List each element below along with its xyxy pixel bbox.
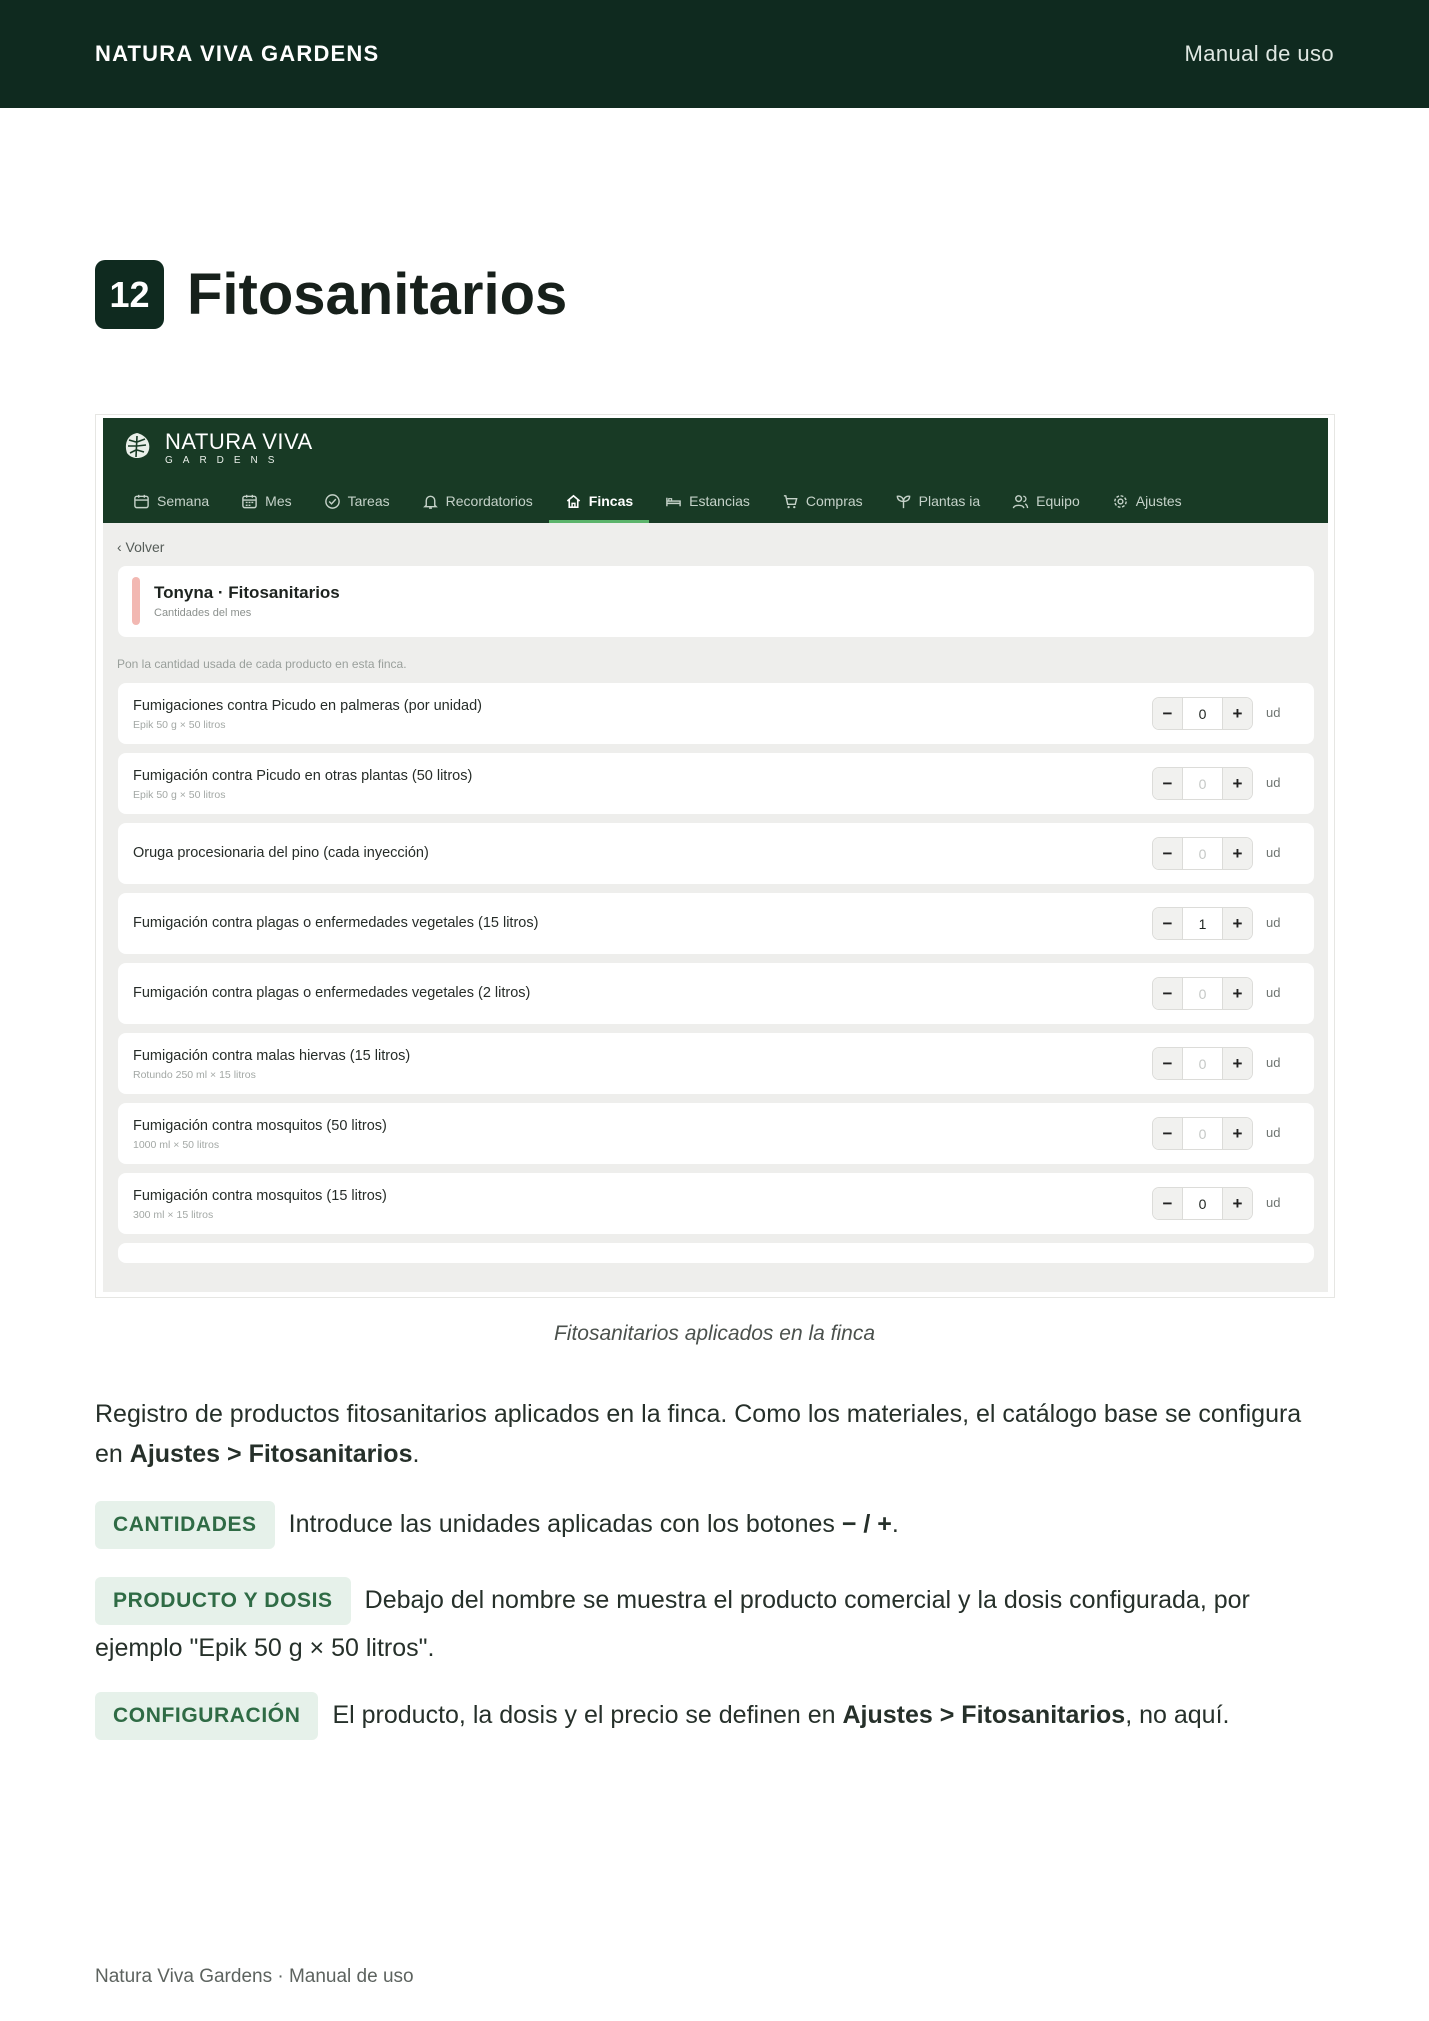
section-heading	[95, 260, 567, 329]
item-end: , no aquí.	[1125, 1701, 1230, 1729]
intro-text: Registro de productos fitosanitarios aplicados en la finca. Como los materiales, el catálogo base se configura en	[95, 1400, 1302, 1468]
quantity-stepper	[1152, 1117, 1253, 1150]
nav-item-fincas[interactable]	[549, 482, 649, 523]
quantity-input[interactable]: 0	[1182, 978, 1223, 1009]
increment-button[interactable]: +	[1223, 978, 1252, 1009]
bell-icon	[422, 493, 439, 510]
app-header	[103, 418, 1328, 523]
nav-label-mes: Mes	[265, 493, 292, 509]
app-nav	[117, 482, 1198, 523]
brand-name: NATURA VIVA GARDENS	[95, 41, 380, 66]
product-name: Fumigaciones contra Picudo en palmeras (por unidad)	[133, 698, 482, 714]
nav-label-estancias: Estancias	[689, 493, 750, 509]
increment-button[interactable]: +	[1223, 1048, 1252, 1079]
gear-icon	[1112, 493, 1129, 510]
doc-label: Manual de uso	[1184, 41, 1334, 66]
product-dose: Epik 50 g × 50 litros	[133, 719, 226, 731]
quantity-stepper	[1152, 977, 1253, 1010]
leaf-logo-icon	[121, 430, 153, 467]
decrement-button[interactable]: −	[1153, 838, 1182, 869]
quantity-input[interactable]: 0	[1182, 1048, 1223, 1079]
item-producto-dosis	[95, 1577, 1335, 1671]
quantity-input[interactable]: 1	[1182, 908, 1223, 939]
quantity-input[interactable]: 0	[1182, 838, 1223, 869]
card-title: Tonyna · Fitosanitarios	[154, 583, 340, 602]
increment-button[interactable]: +	[1223, 838, 1252, 869]
tag-cantidades: CANTIDADES	[95, 1501, 275, 1549]
product-dose: Epik 50 g × 50 litros	[133, 789, 226, 801]
finca-header-card	[118, 566, 1314, 637]
quantity-stepper	[1152, 837, 1253, 870]
nav-item-recordatorios[interactable]	[406, 482, 549, 523]
nav-item-ajustes[interactable]	[1096, 482, 1198, 523]
instruction-hint: Pon la cantidad usada de cada producto en esta finca.	[117, 657, 407, 671]
sprout-icon	[895, 493, 912, 510]
item-cantidades	[95, 1501, 1335, 1549]
unit-label: ud	[1266, 985, 1281, 1000]
product-row	[118, 823, 1314, 884]
app-screenshot	[95, 414, 1335, 1298]
decrement-button[interactable]: −	[1153, 1048, 1182, 1079]
product-row	[118, 1173, 1314, 1234]
nav-item-tareas[interactable]	[308, 482, 406, 523]
product-row	[118, 893, 1314, 954]
decrement-button[interactable]: −	[1153, 908, 1182, 939]
unit-label: ud	[1266, 775, 1281, 790]
section-number: 12	[95, 260, 164, 329]
product-row	[118, 683, 1314, 744]
cart-icon	[782, 493, 799, 510]
nav-label-compras: Compras	[805, 493, 863, 509]
section-title: Fitosanitarios	[187, 262, 568, 327]
app-window	[103, 418, 1328, 1292]
product-row	[118, 753, 1314, 814]
increment-button[interactable]: +	[1223, 698, 1252, 729]
unit-label: ud	[1266, 1055, 1281, 1070]
product-name: Oruga procesionaria del pino (cada inyección)	[133, 845, 429, 861]
product-name: Fumigación contra Picudo en otras plantas (50 litros)	[133, 768, 473, 784]
increment-button[interactable]: +	[1223, 1188, 1252, 1219]
product-row-partial	[118, 1243, 1314, 1263]
nav-item-plantas-ia[interactable]	[879, 482, 996, 523]
product-name: Fumigación contra malas hiervas (15 litros)	[133, 1048, 411, 1064]
increment-button[interactable]: +	[1223, 1118, 1252, 1149]
unit-label: ud	[1266, 1125, 1281, 1140]
product-name: Fumigación contra mosquitos (50 litros)	[133, 1118, 387, 1134]
nav-item-equipo[interactable]	[996, 482, 1096, 523]
product-row	[118, 1103, 1314, 1164]
item-end: .	[891, 1510, 899, 1538]
quantity-stepper	[1152, 1187, 1253, 1220]
intro-paragraph	[95, 1394, 1335, 1474]
unit-label: ud	[1266, 845, 1281, 860]
logo-main-text: NATURA VIVA	[165, 428, 313, 454]
bed-icon	[665, 493, 682, 510]
unit-label: ud	[1266, 1195, 1281, 1210]
finca-color-accent	[132, 577, 140, 625]
quantity-input[interactable]: 0	[1182, 1188, 1223, 1219]
product-name: Fumigación contra plagas o enfermedades vegetales (2 litros)	[133, 985, 531, 1001]
quantity-input[interactable]: 0	[1182, 698, 1223, 729]
users-icon	[1012, 493, 1029, 510]
quantity-stepper	[1152, 697, 1253, 730]
logo-sub-text: GARDENS	[165, 454, 285, 466]
item-configuracion	[95, 1692, 1335, 1740]
quantity-stepper	[1152, 1047, 1253, 1080]
nav-item-mes[interactable]	[225, 482, 307, 523]
item-bold: Ajustes > Fitosanitarios	[842, 1701, 1126, 1729]
product-dose: 1000 ml × 50 litros	[133, 1139, 220, 1151]
calendar-icon	[133, 493, 150, 510]
nav-label-plantas-ia: Plantas ia	[918, 493, 981, 509]
decrement-button[interactable]: −	[1153, 978, 1182, 1009]
nav-label-ajustes: Ajustes	[1135, 493, 1182, 509]
product-row	[118, 963, 1314, 1024]
product-name: Fumigación contra mosquitos (15 litros)	[133, 1188, 387, 1204]
nav-label-equipo: Equipo	[1036, 493, 1080, 509]
quantity-stepper	[1152, 767, 1253, 800]
nav-label-fincas: Fincas	[588, 493, 634, 509]
nav-label-semana: Semana	[157, 493, 210, 509]
back-link[interactable]: ‹ Volver	[117, 539, 165, 555]
quantity-input[interactable]: 0	[1182, 768, 1223, 799]
top-bar	[0, 0, 1429, 108]
decrement-button[interactable]: −	[1153, 1118, 1182, 1149]
figure-caption: Fitosanitarios aplicados en la finca	[553, 1322, 875, 1345]
nav-item-compras[interactable]	[766, 482, 879, 523]
tag-configuracion: CONFIGURACIÓN	[95, 1692, 318, 1740]
increment-button[interactable]: +	[1223, 908, 1252, 939]
nav-label-tareas: Tareas	[347, 493, 390, 509]
product-dose: 300 ml × 15 litros	[133, 1209, 214, 1221]
product-dose: Rotundo 250 ml × 15 litros	[133, 1069, 256, 1081]
item-bold: − / +	[841, 1510, 892, 1538]
intro-end: .	[412, 1440, 420, 1468]
quantity-input[interactable]: 0	[1182, 1118, 1223, 1149]
unit-label: ud	[1266, 915, 1281, 930]
calendar-grid-icon	[241, 493, 258, 510]
page-footer: Natura Viva Gardens · Manual de uso	[95, 1966, 414, 1987]
decrement-button[interactable]: −	[1153, 1188, 1182, 1219]
card-subtitle: Cantidades del mes	[154, 607, 252, 619]
increment-button[interactable]: +	[1223, 768, 1252, 799]
unit-label: ud	[1266, 705, 1281, 720]
app-logo[interactable]	[121, 430, 313, 467]
item-text: El producto, la dosis y el precio se definen en	[332, 1701, 843, 1729]
nav-item-estancias[interactable]	[649, 482, 766, 523]
item-text: Introduce las unidades aplicadas con los botones	[288, 1510, 842, 1538]
product-name: Fumigación contra plagas o enfermedades vegetales (15 litros)	[133, 915, 539, 931]
nav-item-semana[interactable]	[117, 482, 225, 523]
check-circle-icon	[324, 493, 341, 510]
nav-label-recordatorios: Recordatorios	[445, 493, 533, 509]
decrement-button[interactable]: −	[1153, 698, 1182, 729]
item-text: Debajo del nombre se muestra el producto comercial y la dosis configurada, por ejemplo "Epik 50 g × 50 litros".	[95, 1586, 1250, 1663]
intro-bold: Ajustes > Fitosanitarios	[129, 1440, 413, 1468]
quantity-stepper	[1152, 907, 1253, 940]
decrement-button[interactable]: −	[1153, 768, 1182, 799]
tag-producto-dosis: PRODUCTO Y DOSIS	[95, 1577, 351, 1625]
home-icon	[565, 493, 582, 510]
product-row	[118, 1033, 1314, 1094]
